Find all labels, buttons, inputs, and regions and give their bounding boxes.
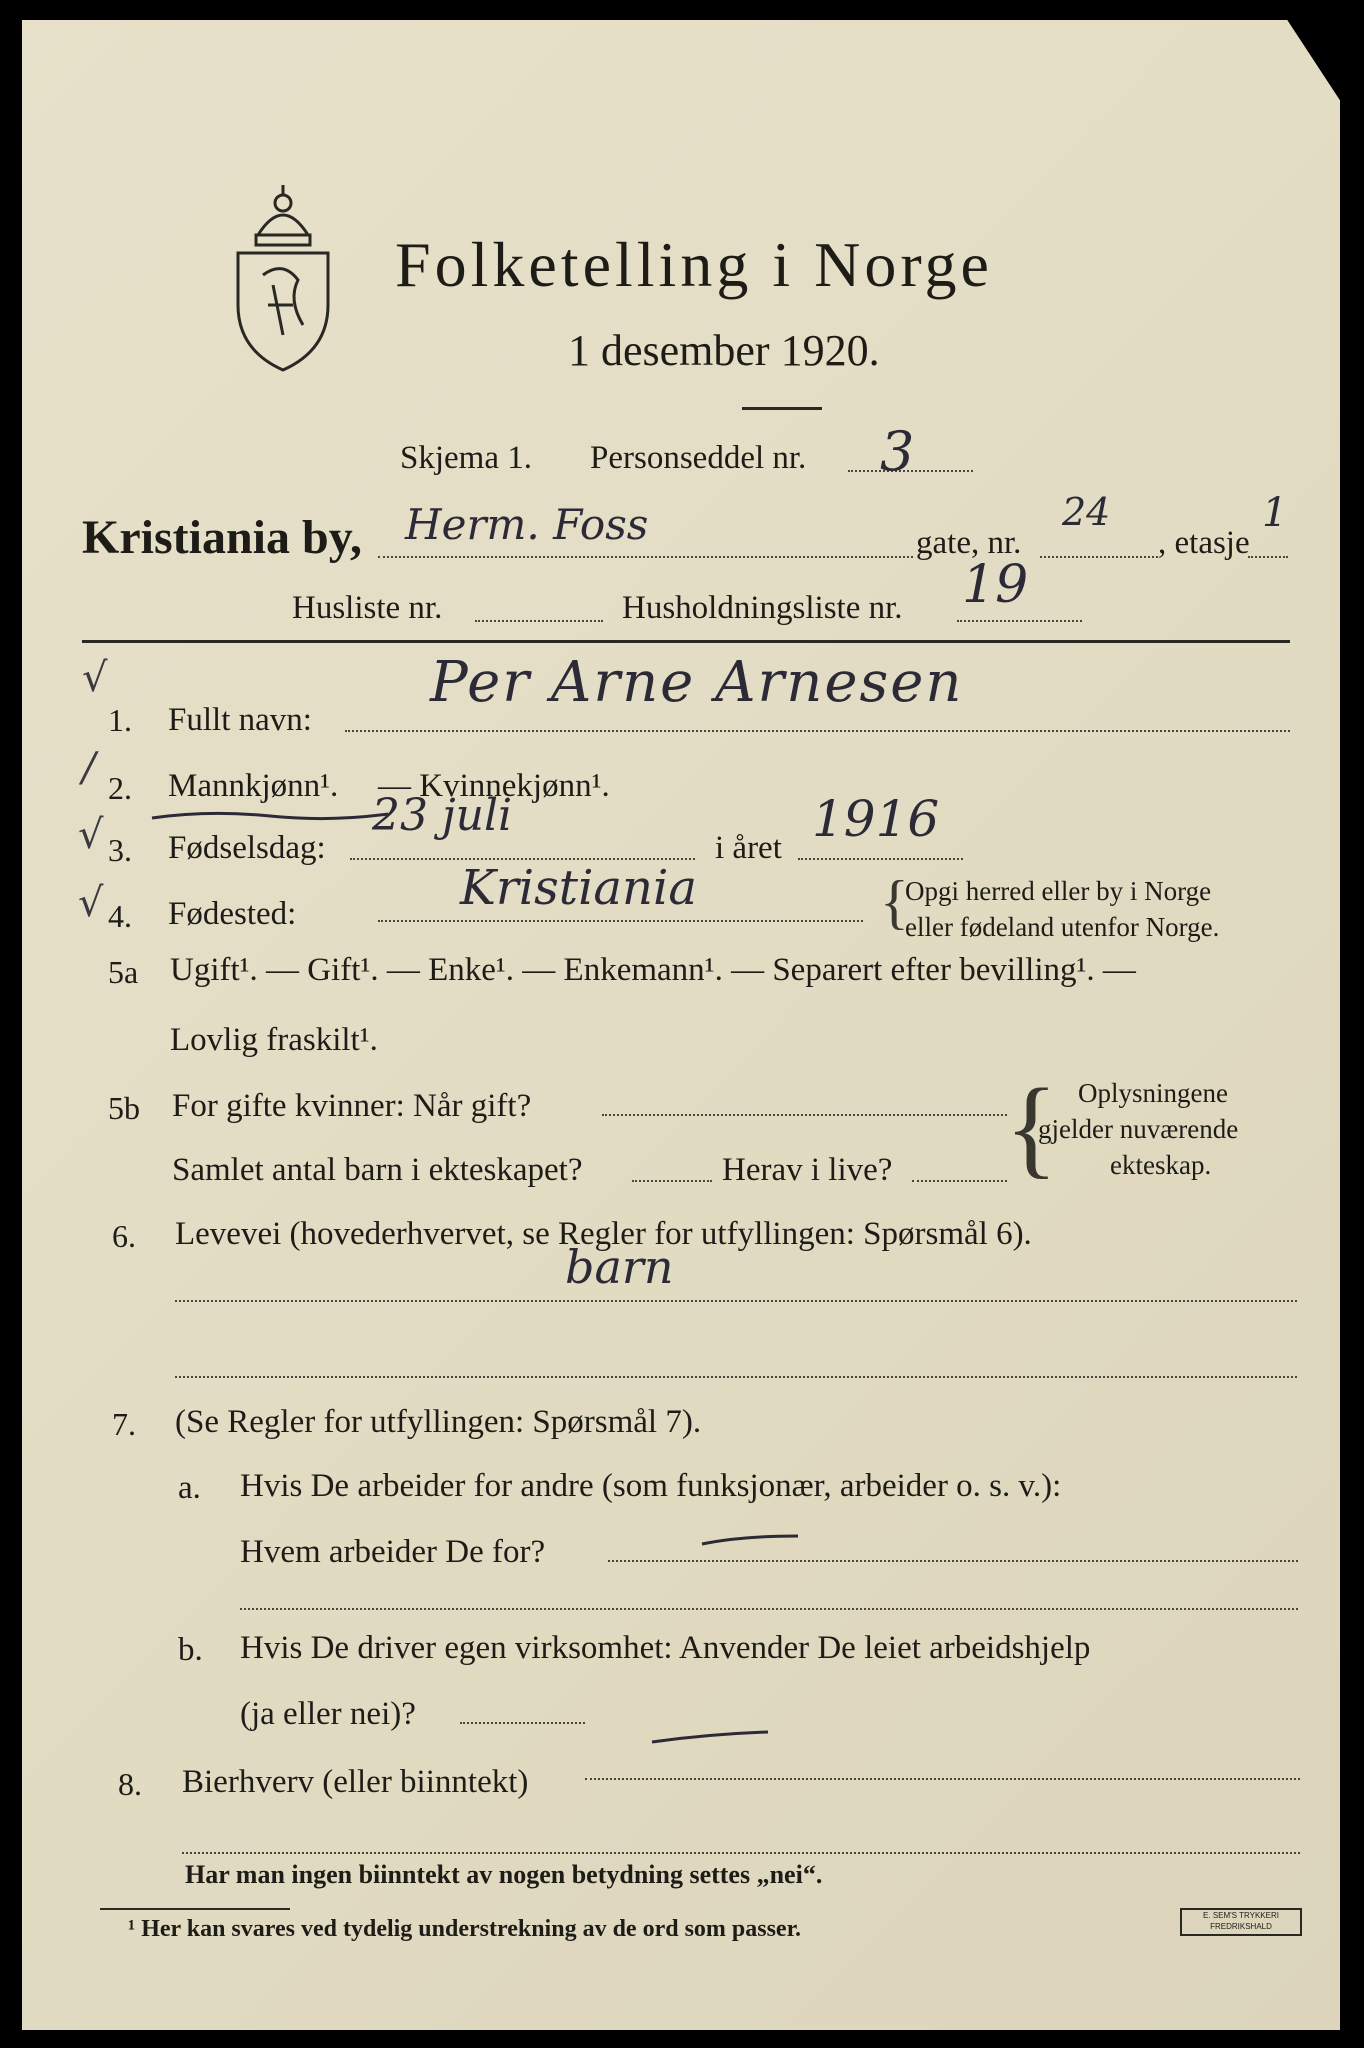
q1-value: Per Arne Arnesen — [430, 650, 964, 715]
q3-number: 3. — [108, 832, 132, 868]
q7b-dash-mark — [650, 1728, 770, 1748]
q8-line-2 — [182, 1852, 1300, 1854]
printer-mark: E. SEM'S TRYKKERI FREDRIKSHALD — [1180, 1908, 1302, 1936]
etasje-label: , etasje — [1158, 525, 1250, 561]
street-value: Herm. Foss — [405, 500, 649, 549]
q5b-label: For gifte kvinner: Når gift? — [172, 1088, 532, 1124]
etasje-line — [1248, 556, 1288, 558]
husliste-label: Husliste nr. — [292, 590, 443, 626]
q4-number: 4. — [108, 898, 132, 934]
q7a-dash-mark — [700, 1530, 800, 1550]
q3-value: 23 juli — [372, 790, 513, 841]
q7b-label: Hvis De driver egen virksomhet: Anvender De leiet arbeidshjelp — [240, 1630, 1091, 1666]
q8-number: 8. — [118, 1766, 142, 1802]
q5b-number: 5b — [108, 1090, 140, 1126]
q3-year-value: 1916 — [812, 790, 940, 848]
q7a-line-1 — [608, 1560, 1298, 1562]
q8-label: Bierhverv (eller biinntekt) — [182, 1764, 529, 1800]
q7-number: 7. — [112, 1406, 136, 1442]
q4-label: Fødested: — [168, 896, 297, 932]
q5b-label-3: Herav i live? — [722, 1152, 893, 1188]
q3-label: Fødselsdag: — [168, 830, 326, 866]
q2-underline-mark — [150, 806, 390, 826]
q4-value: Kristiania — [460, 860, 697, 916]
form-title: Folketelling i Norge — [395, 229, 993, 300]
street-line — [378, 556, 913, 558]
q2-number: 2. — [108, 770, 132, 806]
check-mark-1: √ — [82, 655, 108, 701]
q6-line-1 — [175, 1300, 1297, 1302]
q5b-label-2: Samlet antal barn i ekteskapet? — [172, 1152, 583, 1188]
q5a-number: 5a — [108, 954, 139, 990]
husholdning-value: 19 — [962, 555, 1029, 615]
personseddel-label: Personseddel nr. — [590, 440, 807, 476]
q7b-label-2: (ja eller nei)? — [240, 1696, 416, 1732]
q6-value: barn — [565, 1240, 674, 1294]
norway-coat-of-arms-icon — [228, 175, 338, 375]
q7a-letter: a. — [178, 1470, 201, 1506]
q5b-note-line-1: Oplysningene — [1078, 1078, 1228, 1108]
gate-label: gate, nr. — [916, 525, 1022, 561]
q3-year-label: i året — [715, 830, 782, 866]
q1-number: 1. — [108, 702, 132, 738]
q4-note-line-1: Opgi herred eller by i Norge — [905, 876, 1212, 906]
q5b-note-line-3: ekteskap. — [1110, 1150, 1212, 1180]
gate-nr-line — [1040, 556, 1158, 558]
q5b-married-line — [602, 1114, 1007, 1116]
husliste-line — [475, 620, 603, 622]
title-divider — [742, 407, 822, 410]
q7a-label: Hvis De arbeider for andre (som funksjonær, arbeider o. s. v.): — [240, 1468, 1062, 1504]
q7-label: (Se Regler for utfyllingen: Spørsmål 7). — [175, 1404, 702, 1440]
q4-note-brace: { — [880, 869, 909, 935]
footnote-rule — [100, 1908, 290, 1910]
husholdning-label: Husholdningsliste nr. — [622, 590, 903, 626]
q5a-label: Ugift¹. — Gift¹. — Enke¹. — Enkemann¹. — Separert efter bevilling¹. — — [170, 952, 1136, 988]
q7a-label-2: Hvem arbeider De for? — [240, 1534, 546, 1570]
census-date: 1 desember 1920. — [568, 326, 880, 375]
q8-note: Har man ingen biinntekt av nogen betydning settes „nei“. — [185, 1860, 823, 1889]
q6-number: 6. — [112, 1218, 136, 1254]
footnote: ¹ Her kan svares ved tydelig understrekning av de ord som passer. — [128, 1916, 802, 1942]
q5b-note-line-2: gjelder nuværende — [1038, 1114, 1239, 1144]
personseddel-value: 3 — [880, 420, 915, 483]
q7a-line-2 — [240, 1608, 1298, 1610]
q6-label: Levevei (hovederhvervet, se Regler for utfyllingen: Spørsmål 6). — [175, 1216, 1032, 1252]
q5b-alive-line — [912, 1180, 1007, 1182]
check-mark-3: √ — [78, 812, 104, 858]
q1-label: Fullt navn: — [168, 702, 312, 738]
q5a-label-2: Lovlig fraskilt¹. — [170, 1022, 378, 1058]
q5b-note-brace: { — [1005, 1066, 1058, 1188]
check-mark-2: / — [82, 745, 96, 791]
gate-nr-value: 24 — [1062, 490, 1111, 534]
q4-line — [378, 920, 863, 922]
etasje-value: 1 — [1262, 490, 1288, 536]
q6-line-2 — [175, 1376, 1297, 1378]
q2-option-male: Mannkjønn¹. — [168, 768, 339, 804]
q7b-line — [460, 1722, 585, 1724]
q5b-children-line — [632, 1180, 712, 1182]
q3-year-line — [798, 858, 963, 860]
header-rule — [82, 640, 1290, 643]
q2-option-female: — Kvinnekjønn¹. — [378, 768, 610, 804]
q1-line — [345, 730, 1290, 732]
q7b-letter: b. — [178, 1632, 203, 1668]
city-label: Kristiania by, — [82, 511, 363, 564]
q8-line-1 — [585, 1778, 1300, 1780]
husholdning-line — [957, 620, 1082, 622]
schema-label: Skjema 1. — [400, 440, 532, 476]
q4-note-line-2: eller fødeland utenfor Norge. — [905, 912, 1220, 942]
check-mark-4: √ — [78, 880, 104, 926]
